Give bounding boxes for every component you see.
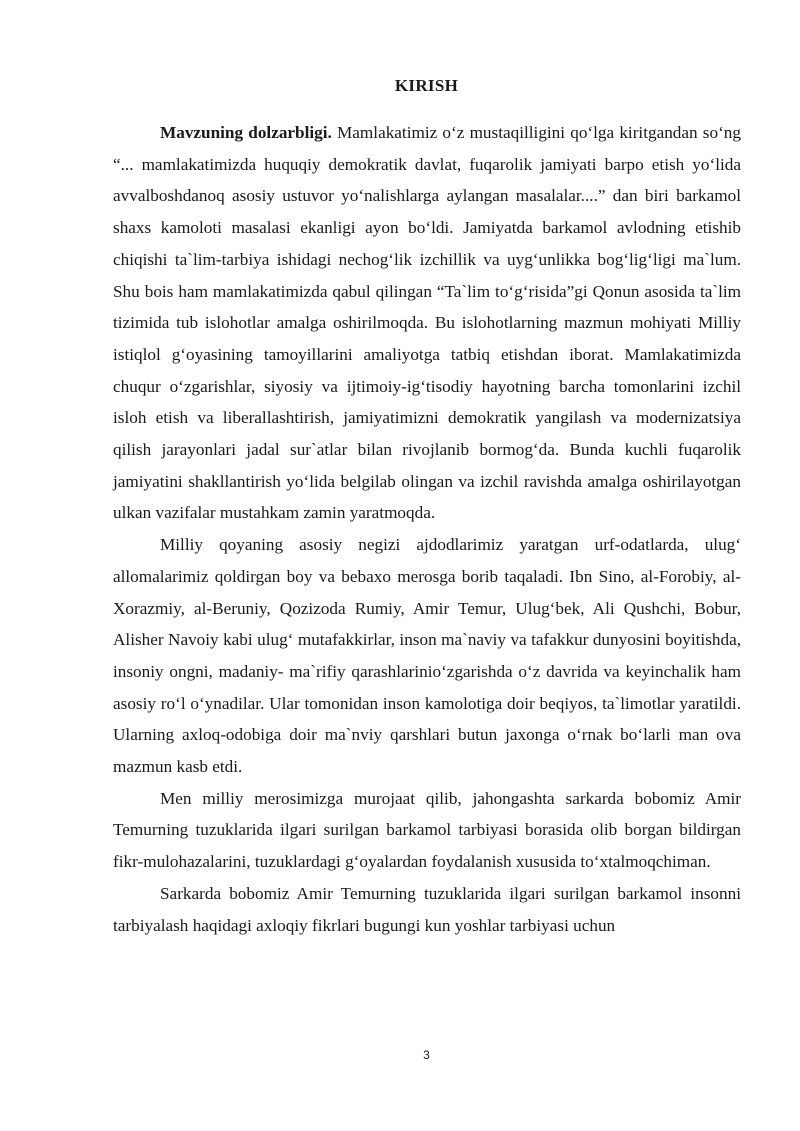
page-number: 3	[423, 1048, 430, 1062]
paragraph-amir-temur: Men milliy merosimizga murojaat qilib, jahongashta sarkarda bobomiz Amir Temurning tuzuklarida ilgari surilgan barkamol tarbiyasi borasida olib borgan bildirgan fikr-mulohazalarini, tuzuklardagi g‘oyalardan foydalanish xususida to‘xtalmoqchiman.	[113, 788, 741, 872]
body-text	[113, 117, 741, 941]
paragraph-text: Mamlakatimiz o‘z mustaqilligini qo‘lga kiritgandan so‘ng “... mamlakatimizda huquqiy demokratik davlat, fuqarolik jamiyati barpo etish yo‘lida avvalboshdanoq asosiy ustuvor yo‘nalishlarga aylangan masalalar....” dan biri barkamol shaxs kamoloti masalasi ekanligi ayon bo‘ldi. Jamiyatda barkamol avlodning etishib chiqishi ta`lim-tarbiya ishidagi nechog‘lik izchillik va uyg‘unlikka bog‘lig‘ligi ma`lum. Shu bois ham mamlakatimizda qabul qilingan “Ta`lim to‘g‘risida”gi Qonun asosida ta`lim tizimida tub islohotlar amalga oshirilmoqda. Bu islohotlarning mazmun mohiyati Milliy istiqlol g‘oyasining tamoyillarini amaliyotga tatbiq etishdan iborat. Mamlakatimizda chuqur o‘zgarishlar, siyosiy va ijtimoiy-ig‘tisodiy hayotning barcha tomonlarini izchil isloh etish va liberallashtirish, jamiyatimizni demokratik yangilash va modernizatsiya qilish jarayonlari jadal sur`atlar bilan rivojlanib bormog‘da. Bunda kuchli fuqarolik jamiyatini shakllantirish yo‘lida belgilab olingan va izchil ravishda amalga oshirilayotgan ulkan vazifalar mustahkam zamin yaratmoqda.	[113, 123, 741, 523]
paragraph-relevance	[113, 117, 741, 529]
paragraph-lead: Mavzuning dolzarbligi.	[160, 123, 332, 142]
section-title: KIRISH	[394, 76, 459, 95]
paragraph-upbringing: Sarkarda bobomiz Amir Temurning tuzuklarida ilgari surilgan barkamol insonni tarbiyalash haqidagi axloqiy fikrlari bugungi kun yoshlar tarbiyasi uchun	[113, 883, 741, 935]
paragraph-heritage: Milliy qoyaning asosiy negizi ajdodlarimiz yaratgan urf-odatlarda, ulug‘ allomalarimiz qoldirgan boy va bebaxo merosga borib taqaladi. Ibn Sino, al-Forobiy, al-Xorazmiy, al-Beruniy, Qozizoda Rumiy, Amir Temur, Ulug‘bek, Ali Qushchi, Bobur, Alisher Navoiy kabi ulug‘ mutafakkirlar, inson ma`naviy va tafakkur dunyosini boyitishda, insoniy ongni, madaniy- ma`rifiy qarashlarinio‘zgarishda o‘z davrida va keyinchalik ham asosiy ro‘l o‘ynadilar. Ular tomonidan inson kamolotiga doir beqiyos, ta`limotlar yaratildi. Ularning axloq-odobiga doir ma`nviy qarshlari butun jaxonga o‘rnak bo‘larli man ova mazmun kasb etdi.	[113, 535, 741, 777]
